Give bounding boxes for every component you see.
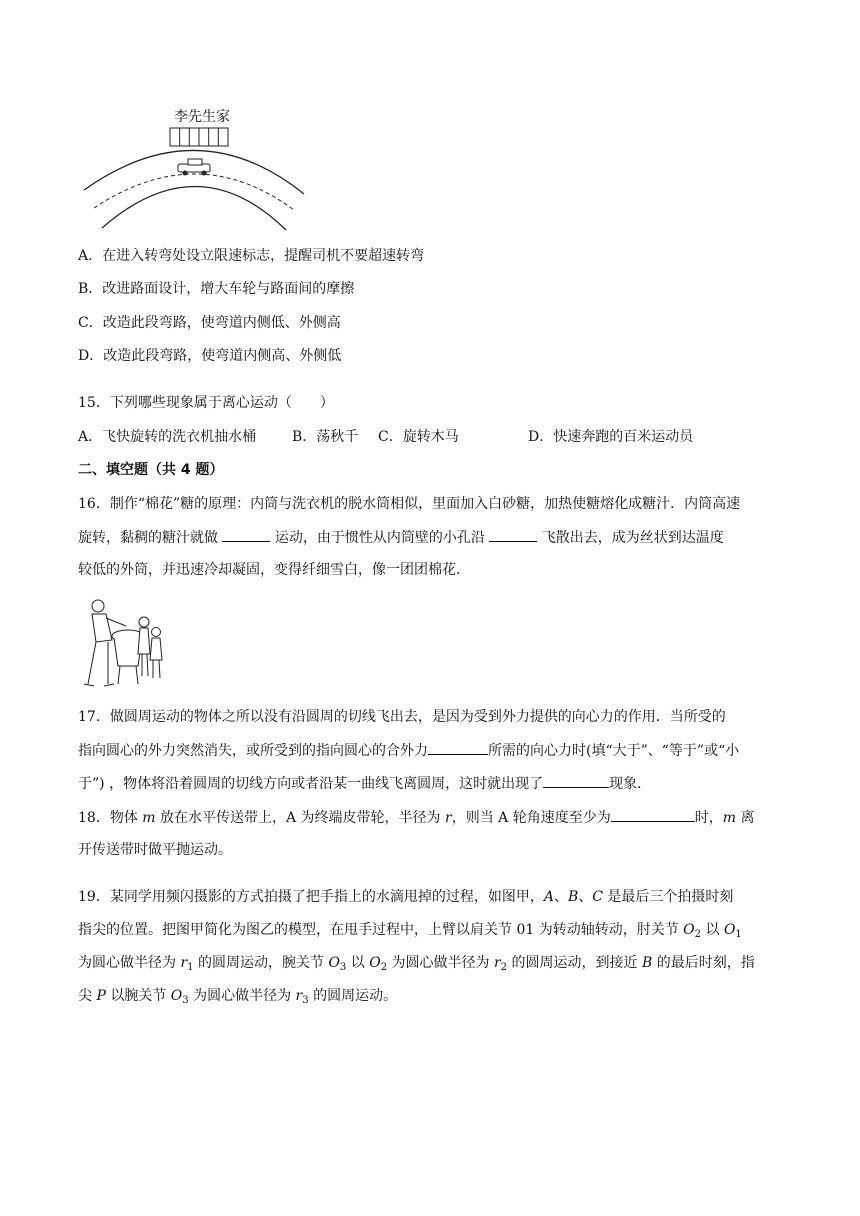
q19-line-3 xyxy=(78,953,755,973)
q15-option-d: D．快速奔跑的百米运动员 xyxy=(528,429,694,445)
subscript: 1 xyxy=(187,962,194,973)
q14-option-c: C．改造此段弯路，使弯道内侧低、外侧高 xyxy=(78,315,341,331)
q19-line-4 xyxy=(78,986,397,1006)
road-diagram xyxy=(78,104,318,234)
q15-option-c: C．旋转木马 xyxy=(378,429,459,445)
q16-blank-1[interactable] xyxy=(222,527,270,542)
q16-line-1: 16．制作“棉花”糖的原理：内筒与洗衣机的脱水筒相似，里面加入白砂糖，加热使糖熔化成糖汁．内筒高速 xyxy=(78,496,741,512)
q19-text: 尖 xyxy=(78,988,97,1004)
q19-text: 19．某同学用频闪摄影的方式拍摄了把手指上的水滴甩掉的过程，如图甲， xyxy=(78,889,544,905)
q16-line-2 xyxy=(78,527,724,548)
q19-line-1 xyxy=(78,887,733,907)
var-r: r xyxy=(295,988,303,1004)
car-icon xyxy=(178,159,210,176)
q18-text: 放在水平传送带上，A 为终端皮带轮，半径为 xyxy=(155,810,446,826)
var-C: C xyxy=(592,889,603,905)
q19-text: 为圆心做半径为 xyxy=(188,988,296,1004)
subscript: 2 xyxy=(500,962,508,973)
q16-text: 旋转，黏稠的糖汁就做 xyxy=(78,530,218,546)
var-O: O xyxy=(328,955,340,971)
q18-line-2: 开传送带时做平抛运动。 xyxy=(78,842,232,858)
q19-text: 的最后时刻，指 xyxy=(652,955,755,971)
q16-line-3: 较低的外筒，并迅速冷却凝固，变得纤细雪白，像一团团棉花． xyxy=(78,562,470,578)
var-r: r xyxy=(180,955,188,971)
q19-line-2 xyxy=(78,920,742,940)
var-O: O xyxy=(170,988,183,1004)
q19-text: 指尖的位置。把图甲简化为图乙的模型，在甩手过程中，上臂以肩关节 01 为转动轴转动，肘关节 xyxy=(78,922,684,938)
q19-text: 以 xyxy=(701,922,724,938)
q14-option-d: D．改造此段弯路，使弯道内侧高、外侧低 xyxy=(78,348,342,364)
var-P: P xyxy=(96,988,106,1004)
var-m: m xyxy=(722,810,737,826)
q14-option-b: B．改进路面设计，增大车轮与路面间的摩擦 xyxy=(78,281,355,297)
q19-text: 是最后三个拍摄时刻 xyxy=(602,889,734,905)
q18-text: 时， xyxy=(694,810,723,826)
cotton-candy-illustration xyxy=(78,596,170,692)
q16-text: 运动，由于惯性从内筒壁的小孔沿 xyxy=(274,530,485,546)
q17-text: 现象． xyxy=(609,776,652,792)
q17-text: 所需的向心力时(填“大于”、“等于”或“小 xyxy=(488,743,740,759)
var-O: O xyxy=(683,922,695,938)
q19-text: 的圆周运动，到接近 xyxy=(507,955,642,971)
q19-text: 的圆周运动，腕关节 xyxy=(193,955,329,971)
q19-text: 为圆心做半径为 xyxy=(78,955,181,971)
q18-text: 离 xyxy=(736,810,755,826)
q16-blank-2[interactable] xyxy=(489,527,537,542)
subscript: 1 xyxy=(735,929,742,940)
q17-line-1: 17．做圆周运动的物体之所以没有沿圆周的切线飞出去，是因为受到外力提供的向心力的作用．当所受的 xyxy=(78,709,726,725)
q17-line-3 xyxy=(78,773,651,794)
var-r: r xyxy=(445,810,452,826)
cotton-candy-vendor-icon xyxy=(78,596,170,692)
q17-text: 于”) ，物体将沿着圆周的切线方向或者沿某一曲线飞离圆周，这时就出现了 xyxy=(78,776,544,792)
q17-blank-2[interactable] xyxy=(543,773,609,788)
subscript: 3 xyxy=(182,995,189,1006)
var-B: B xyxy=(641,955,653,971)
subscript: 2 xyxy=(694,929,702,940)
section-title: 二、填空题（共 4 题） xyxy=(78,462,224,478)
q15-option-a: A．飞快旋转的洗衣机抽水桶 xyxy=(78,429,257,445)
var-m: m xyxy=(142,810,156,826)
q19-text: 以 xyxy=(346,955,370,971)
var-O: O xyxy=(723,922,736,938)
var-O: O xyxy=(369,955,381,971)
subscript: 2 xyxy=(380,962,388,973)
q17-text: 指向圆心的外力突然消失，或所受到的指向圆心的合外力 xyxy=(78,743,428,759)
q18-text: 18．物体 xyxy=(78,810,143,826)
q18-blank[interactable] xyxy=(611,807,695,822)
road-curve-figure xyxy=(78,104,318,234)
var-r: r xyxy=(493,955,501,971)
q18-line-1 xyxy=(78,807,754,828)
var-A: A xyxy=(543,889,554,905)
q14-option-a: A．在进入转弯处设立限速标志，提醒司机不要超速转弯 xyxy=(78,248,425,264)
q19-text: 为圆心做半径为 xyxy=(387,955,494,971)
q18-text: ，则当 A 轮角速度至少为 xyxy=(451,810,611,826)
q17-line-2 xyxy=(78,740,739,761)
q19-text: 、 xyxy=(578,889,593,905)
q19-text: 、 xyxy=(553,889,568,905)
q16-text: 飞散出去，成为丝状到达温度 xyxy=(541,530,724,546)
q15-stem: 15．下列哪些现象属于离心运动（ ） xyxy=(78,395,334,411)
subscript: 3 xyxy=(302,995,309,1006)
subscript: 3 xyxy=(339,962,347,973)
var-B: B xyxy=(567,889,579,905)
q15-option-b: B．荡秋千 xyxy=(292,429,359,445)
house-label: 李先生家 xyxy=(174,109,230,125)
q17-blank-1[interactable] xyxy=(428,740,488,755)
q19-text: 的圆周运动。 xyxy=(308,988,398,1004)
q19-text: 以腕关节 xyxy=(105,988,171,1004)
house-icon xyxy=(170,128,228,146)
